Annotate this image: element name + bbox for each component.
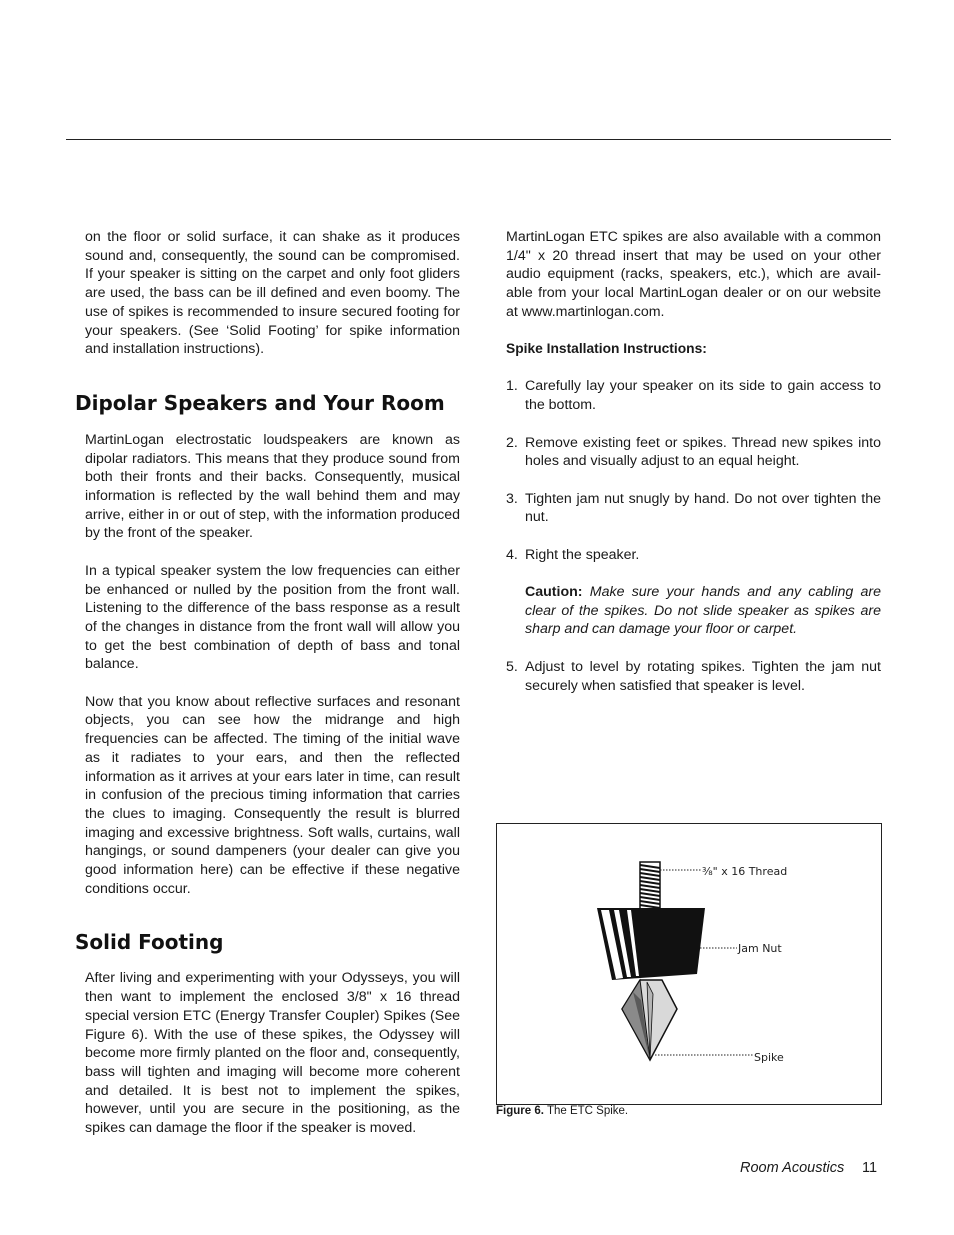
jam-nut-label: Jam Nut	[738, 942, 782, 955]
step-2: 2. Remove existing feet or spikes. Thread new spikes into holes and visually adjust to an equal height.	[506, 434, 881, 470]
dipolar-heading: Dipolar Speakers and Your Room	[75, 390, 445, 415]
caption-text: The ETC Spike.	[546, 1105, 629, 1117]
caution-text: Make sure your hands and any cabling are clear of the spikes. Do not slide speaker as spikes are sharp and can damage your floor or carpet.	[525, 584, 881, 638]
left-column	[75, 228, 460, 1138]
spike-cone	[622, 980, 677, 1060]
figure-caption	[496, 1104, 628, 1118]
caution-note	[506, 583, 881, 639]
step-1: 1. Carefully lay your speaker on its side to gain access to the bottom.	[506, 378, 881, 414]
footer-section-title: Room Acoustics	[740, 1160, 845, 1176]
spike-label: Spike	[754, 1051, 784, 1064]
thread-stud	[640, 862, 660, 910]
intro-paragraph: on the floor or solid surface, it can shake as it produces sound and, consequently, the sound can be compromised. If your speaker is sitting on the carpet and only foot gliders are used, the bass can be ill defined and even boomy. The use of spikes is recommended to insure secured footing for your speakers. (See ‘Solid Footing’ for spike information and installation instructions).	[85, 229, 460, 358]
dipolar-paragraph-2: In a typical speaker system the low frequencies can either be enhanced or nulled by the position from the front wall. Listening to the difference of the bass response as a result of the changes in distance from the front wall will allow you to get the best combination of depth of bass and tonal balance.	[85, 562, 460, 673]
dipolar-paragraph-1: MartinLogan electrostatic loudspeakers are known as dipolar radiators. This means that they produce sound from both their fronts and their backs. Consequently, musical information is reflected by the wall behind them and may arrive, either in or out of step, with the information produced by the front of the speaker.	[85, 431, 460, 542]
step-3: 3. Tighten jam nut snugly by hand. Do not over tighten the nut.	[506, 490, 881, 526]
etc-spike-illustration	[497, 824, 881, 1104]
page-number: 11	[862, 1160, 878, 1176]
solid-footing-paragraph: After living and experimenting with your Odysseys, you will then want to implement the enclosed 3/8" x 16 thread special version ETC (Energy Transfer Coupler) Spikes (See Figure 6). With the use of these spikes, the Odyssey will become more firmly planted on the floor and, consequently, bass will tighten and imaging will become more coherent and detailed. It is best not to implement the spikes, however, until you are secure in the positioning, as the spikes can damage the floor if the speaker is moved.	[85, 970, 460, 1137]
jam-nut	[597, 908, 705, 980]
instructions-list	[506, 377, 881, 564]
etc-paragraph: MartinLogan ETC spikes are also available with a common 1/4" x 20 thread insert that may be used on your other audio equipment (racks, speakers, etc.), which are available from your local MartinLogan dealer or on our website at www.martinlogan.com.	[506, 229, 881, 320]
solid-footing-heading: Solid Footing	[75, 930, 224, 955]
right-column	[506, 228, 881, 695]
thread-label: ⅜" x 16 Thread	[702, 865, 788, 878]
step-4: 4. Right the speaker.	[506, 546, 640, 563]
instructions-heading: Spike Installation Instructions:	[506, 341, 707, 357]
step-5: 5. Adjust to level by rotating spikes. Tighten the jam nut securely when satisfied that speaker is level.	[506, 658, 881, 694]
caption-label: Figure 6.	[496, 1105, 544, 1117]
dipolar-paragraph-3: Now that you know about reflective surfaces and resonant objects, you can see how the midrange and high frequencies can be affected. The timing of the initial wave as it radiates to your ears, and then the reflected information as it arrives at your ears later in time, can result in confusion of the precious timing information that carries the clues to imaging. Consequently the result is blurred imaging and excessive brightness. Soft walls, curtains, wall hangings, or sound dampeners (your dealer can give you good information here) can be effective if these negative conditions occur.	[85, 693, 460, 897]
figure-6-box	[496, 823, 882, 1105]
caution-label: Caution:	[525, 584, 583, 601]
header-rule	[66, 139, 891, 140]
